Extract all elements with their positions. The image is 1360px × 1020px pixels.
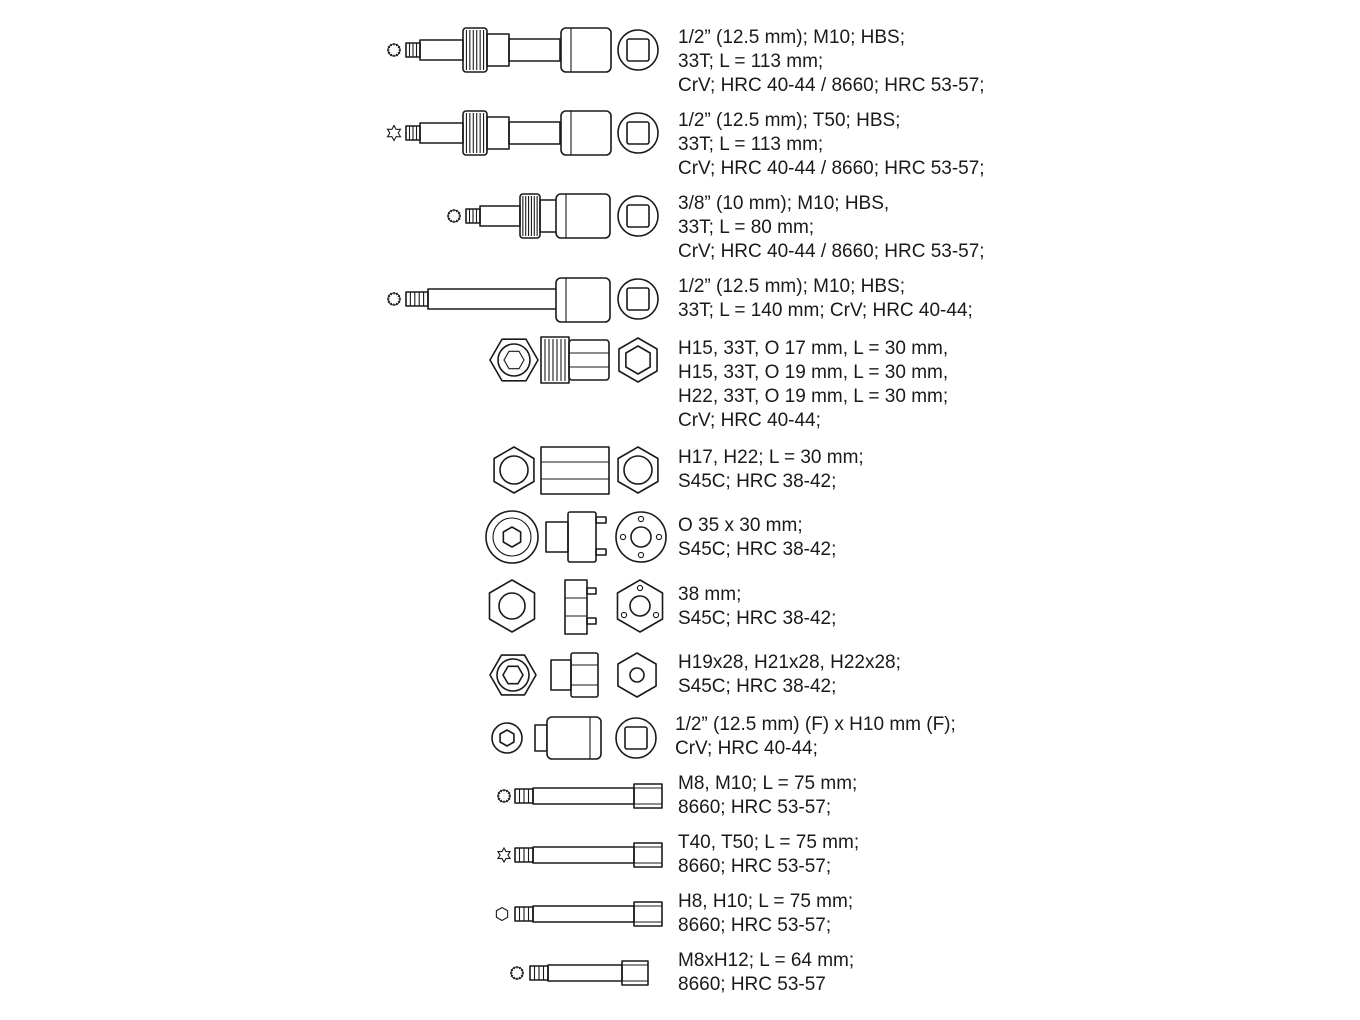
spec-line: CrV; HRC 40-44; <box>675 738 818 759</box>
hexagon-icon <box>503 527 520 547</box>
spec-bit-socket-spline-m10-80 <box>678 192 985 264</box>
spec-line: CrV; HRC 40-44 / 8660; HRC 53-57; <box>678 241 985 262</box>
spec-round-pin-socket-35 <box>678 514 836 562</box>
square-drive-icon <box>618 113 658 153</box>
hexagon-icon <box>500 730 514 746</box>
spec-line: 3/8” (10 mm); M10; HBS, <box>678 193 890 214</box>
tool-torx-bit-t40-t50 <box>498 843 662 867</box>
torx-tip-icon <box>498 848 510 862</box>
square-drive-icon <box>618 279 658 319</box>
shaft <box>509 122 560 144</box>
adapter-body <box>547 717 601 759</box>
socket-head <box>568 512 596 562</box>
pin <box>587 588 596 594</box>
tool-hex-adapter-h17-h22 <box>494 447 658 494</box>
tool-bit-socket-torx-t50-113 <box>388 111 658 155</box>
spec-line: M8xH12; L = 64 mm; <box>678 950 855 971</box>
spline-tip-icon <box>388 44 400 56</box>
spec-line: H8, H10; L = 75 mm; <box>678 891 854 912</box>
spec-bit-socket-spline-m10-113 <box>678 26 985 98</box>
hexagon-icon <box>619 338 657 382</box>
hex-pin-face-icon <box>617 580 662 632</box>
socket-body <box>561 28 611 72</box>
spline-tip-icon <box>498 790 510 802</box>
hexagon-icon <box>496 908 507 921</box>
spec-line: S45C; HRC 38-42; <box>678 676 837 697</box>
bit-body <box>533 847 634 863</box>
spec-spline-bit-m8-m10 <box>678 772 857 820</box>
tool-hex-pin-socket-38 <box>489 580 662 634</box>
adapter-neck <box>535 725 547 751</box>
bit-neck <box>480 206 520 226</box>
torx-tip-icon <box>388 126 401 141</box>
socket-body <box>561 111 611 155</box>
tool-bit-socket-spline-m10-80 <box>447 194 658 238</box>
square-drive-icon <box>618 196 658 236</box>
spec-line: CrV; HRC 40-44 / 8660; HRC 53-57; <box>678 75 985 96</box>
adapter-body <box>541 447 609 494</box>
spec-bit-socket-torx-t50-113 <box>678 109 985 181</box>
adapter-face <box>492 723 522 753</box>
spec-line: 1/2” (12.5 mm); M10; HBS; <box>678 27 906 48</box>
spec-line: CrV; HRC 40-44; <box>678 410 821 431</box>
tool-square-to-hex-adapter <box>492 717 656 759</box>
bit-body <box>548 965 622 981</box>
spec-line: 1/2” (12.5 mm) (F) x H10 mm (F); <box>675 714 956 735</box>
pin-hole <box>653 612 658 617</box>
tool-round-pin-socket-35 <box>486 511 666 563</box>
spec-line: T40, T50; L = 75 mm; <box>678 832 860 853</box>
pin-hole <box>638 516 643 521</box>
spec-hex-33t-adapter <box>678 337 948 433</box>
pin-hole <box>621 612 626 617</box>
socket-body <box>556 194 610 238</box>
pin-hole <box>620 534 625 539</box>
spec-line: 38 mm; <box>678 584 742 605</box>
spec-hex-adapter-h17-h22 <box>678 446 864 494</box>
spec-line: S45C; HRC 38-42; <box>678 608 837 629</box>
spec-hex-pin-socket-38 <box>678 583 836 631</box>
spec-line: H15, 33T, O 19 mm, L = 30 mm, <box>678 362 949 383</box>
tool-bit-socket-spline-m10-113 <box>387 28 658 72</box>
pin <box>596 517 606 523</box>
tool-spline-bit-m8-m10 <box>497 784 662 808</box>
spec-line: H15, 33T, O 17 mm, L = 30 mm, <box>678 338 949 359</box>
spec-square-to-hex-adapter <box>675 713 956 761</box>
square-drive-icon <box>618 30 658 70</box>
spec-line: 33T; L = 80 mm; <box>678 217 815 238</box>
pin-hole <box>637 585 642 590</box>
shaft <box>509 39 560 61</box>
spec-line: 8660; HRC 53-57; <box>678 797 832 818</box>
round-socket-face <box>486 511 538 563</box>
pin-face-icon <box>616 512 666 562</box>
bit-neck <box>420 40 463 60</box>
hex-body <box>569 340 609 380</box>
spec-bit-socket-spline-m10-140 <box>678 275 973 323</box>
socket-body <box>556 278 610 322</box>
spec-torx-bit-t40-t50 <box>678 831 859 879</box>
pin <box>587 618 596 624</box>
spec-line: 1/2” (12.5 mm); M10; HBS; <box>678 276 906 297</box>
bit-body <box>533 906 634 922</box>
spec-line: 8660; HRC 53-57; <box>678 915 832 936</box>
hexagon-icon <box>489 580 534 632</box>
spec-line: 8660; HRC 53-57 <box>678 974 826 995</box>
socket-shank <box>551 660 571 690</box>
socket-shank <box>546 522 568 552</box>
pin-hole <box>638 552 643 557</box>
spec-spline-bit-m8xh12 <box>678 949 854 997</box>
spec-line: H17, H22; L = 30 mm; <box>678 447 864 468</box>
spec-line: O 35 x 30 mm; <box>678 515 803 536</box>
spec-hex-socket-h19-h22 <box>678 651 901 699</box>
spec-line: H22, 33T, O 19 mm, L = 30 mm; <box>678 386 949 407</box>
tool-hex-socket-h19-h22 <box>490 653 656 697</box>
hexagon-icon <box>618 653 656 697</box>
square-drive-icon <box>616 718 656 758</box>
pin-hole <box>656 534 661 539</box>
tool-hex-33t-adapter <box>490 337 657 383</box>
spec-line: 33T; L = 113 mm; <box>678 51 824 72</box>
tool-spline-bit-m8xh12 <box>510 961 648 985</box>
bit-neck <box>420 123 463 143</box>
spec-line: 8660; HRC 53-57; <box>678 856 832 877</box>
tool-bit-socket-spline-m10-140 <box>387 278 658 322</box>
pin <box>596 549 606 555</box>
spec-line: S45C; HRC 38-42; <box>678 539 837 560</box>
spline-tip-icon <box>511 967 523 979</box>
spline-tip-icon <box>448 210 460 222</box>
spec-line: S45C; HRC 38-42; <box>678 471 837 492</box>
spec-line: H19x28, H21x28, H22x28; <box>678 652 901 673</box>
shaft <box>428 289 560 309</box>
spline-tip-icon <box>388 293 400 305</box>
spec-line: 33T; L = 113 mm; <box>678 134 824 155</box>
tool-hex-bit-h8-h10 <box>496 902 662 926</box>
shaft-body <box>487 117 509 149</box>
socket-body <box>565 580 587 634</box>
spec-line: CrV; HRC 40-44 / 8660; HRC 53-57; <box>678 158 985 179</box>
bit-body <box>533 788 634 804</box>
bit-tip <box>406 292 428 306</box>
spec-hex-bit-h8-h10 <box>678 890 853 938</box>
spec-line: M8, M10; L = 75 mm; <box>678 773 858 794</box>
socket-head <box>571 653 598 697</box>
spec-line: 1/2” (12.5 mm); T50; HBS; <box>678 110 901 131</box>
shaft-body <box>487 34 509 66</box>
spec-line: 33T; L = 140 mm; CrV; HRC 40-44; <box>678 300 973 321</box>
